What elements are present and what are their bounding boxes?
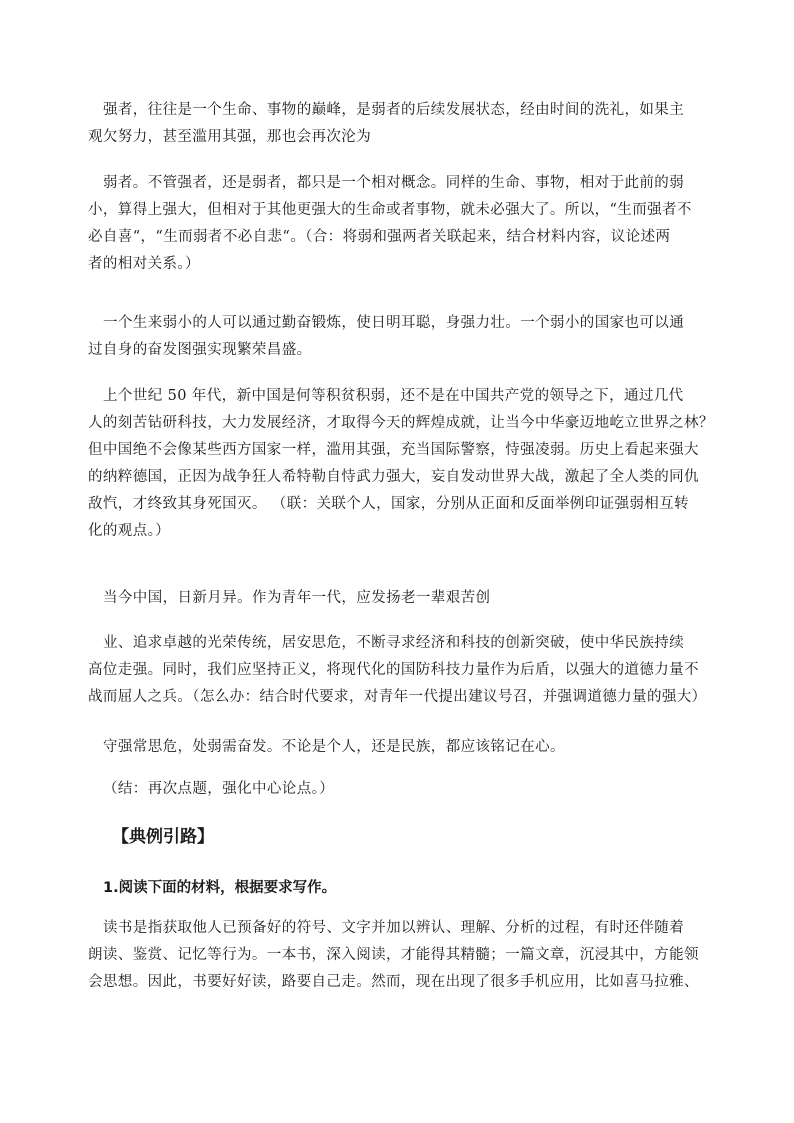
text-line: 化的观点。）	[88, 523, 171, 539]
text-line: 但中国绝不会像某些西方国家一样，滥用其强，充当国际警察，恃强凌弱。历史上看起来强大	[88, 442, 699, 458]
text-line: 的纳粹德国，正因为战争狂人希特勒自恃武力强大，妄自发动世界大战，激起了全人类的同仇	[88, 469, 699, 485]
text-line: 读书是指获取他人已预备好的符号、文字并加以辨认、理解、分析的过程，有时还伴随着	[103, 920, 685, 936]
text-line: 朗读、鉴赏、记忆等行为。一本书，深入阅读，才能得其精髓；一篇文章，沉浸其中，方能领	[88, 947, 699, 963]
paragraph-4	[88, 383, 721, 545]
text-line: 人的刻苦钻研科技，大力发展经济，才取得今天的辉煌成就，让当今中华豪迈地屹立世界之林？	[88, 415, 714, 431]
text-line: 观欠努力，甚至滥用其强，那也会再次沦为	[88, 129, 372, 145]
paragraph-6	[88, 630, 721, 711]
text-line: 上个世纪 50 年代，新中国是何等积贫积弱，还不是在中国共产党的领导之下，通过几代	[103, 388, 684, 404]
paragraph-1	[88, 97, 721, 151]
paragraph-2	[88, 170, 721, 278]
paragraph-7	[103, 734, 721, 761]
text-line: 强者，往往是一个生命、事物的巅峰，是弱者的后续发展状态，经由时间的洗礼，如果主	[103, 102, 685, 118]
question-title: 1.阅读下面的材料，根据要求写作。	[103, 880, 337, 896]
text-line: 守强常思危，处弱需奋发。不论是个人，还是民族，都应该铭记在心。	[103, 739, 565, 755]
text-line: 业、追求卓越的光荣传统，居安思危，不断寻求经济和科技的创新突破，使中华民族持续	[103, 635, 685, 651]
text-line: （结：再次点题，强化中心论点。）	[103, 781, 335, 797]
paragraph-5	[103, 585, 721, 612]
text-line: 战而屈人之兵。（怎么办：结合时代要求，对青年一代提出建议号召，并强调道德力量的强大）	[88, 689, 707, 705]
text-line: 过自身的奋发图强实现繁荣昌盛。	[88, 342, 312, 358]
text-line: 当今中国，日新月异。作为青年一代，应发扬老一辈艰苦创	[103, 590, 491, 606]
text-line: 小，算得上强大，但相对于其他更强大的生命或者事物，就未必强大了。所以，“生而强者不	[88, 202, 692, 218]
text-line: 弱者。不管强者，还是弱者，都只是一个相对概念。同样的生命、事物，相对于此前的弱	[103, 175, 685, 191]
text-line: 者的相对关系。）	[88, 256, 200, 272]
section-heading: 【典例引路】	[112, 827, 214, 847]
text-line: 敌忾，才终致其身死国灭。 （联：关联个人，国家，分别从正面和反面举例印证强弱相互转	[88, 496, 690, 512]
text-line: 会思想。因此，书要好好读，路要自己走。然而，现在出现了很多手机应用，比如喜马拉雅、	[88, 974, 699, 990]
paragraph-9	[88, 915, 721, 996]
text-line: 高位走强。同时，我们应坚持正义，将现代化的国防科技力量作为后盾，以强大的道德力量不	[88, 662, 699, 678]
paragraph-8	[103, 776, 721, 803]
text-line: 一个生来弱小的人可以通过勤奋锻炼，使日明耳聪，身强力壮。一个弱小的国家也可以通	[103, 315, 685, 331]
paragraph-3	[88, 310, 721, 364]
text-line: 必自喜“，“生而弱者不必自悲“。（合：将弱和强两者关联起来，结合材料内容，议论述两	[88, 229, 671, 245]
